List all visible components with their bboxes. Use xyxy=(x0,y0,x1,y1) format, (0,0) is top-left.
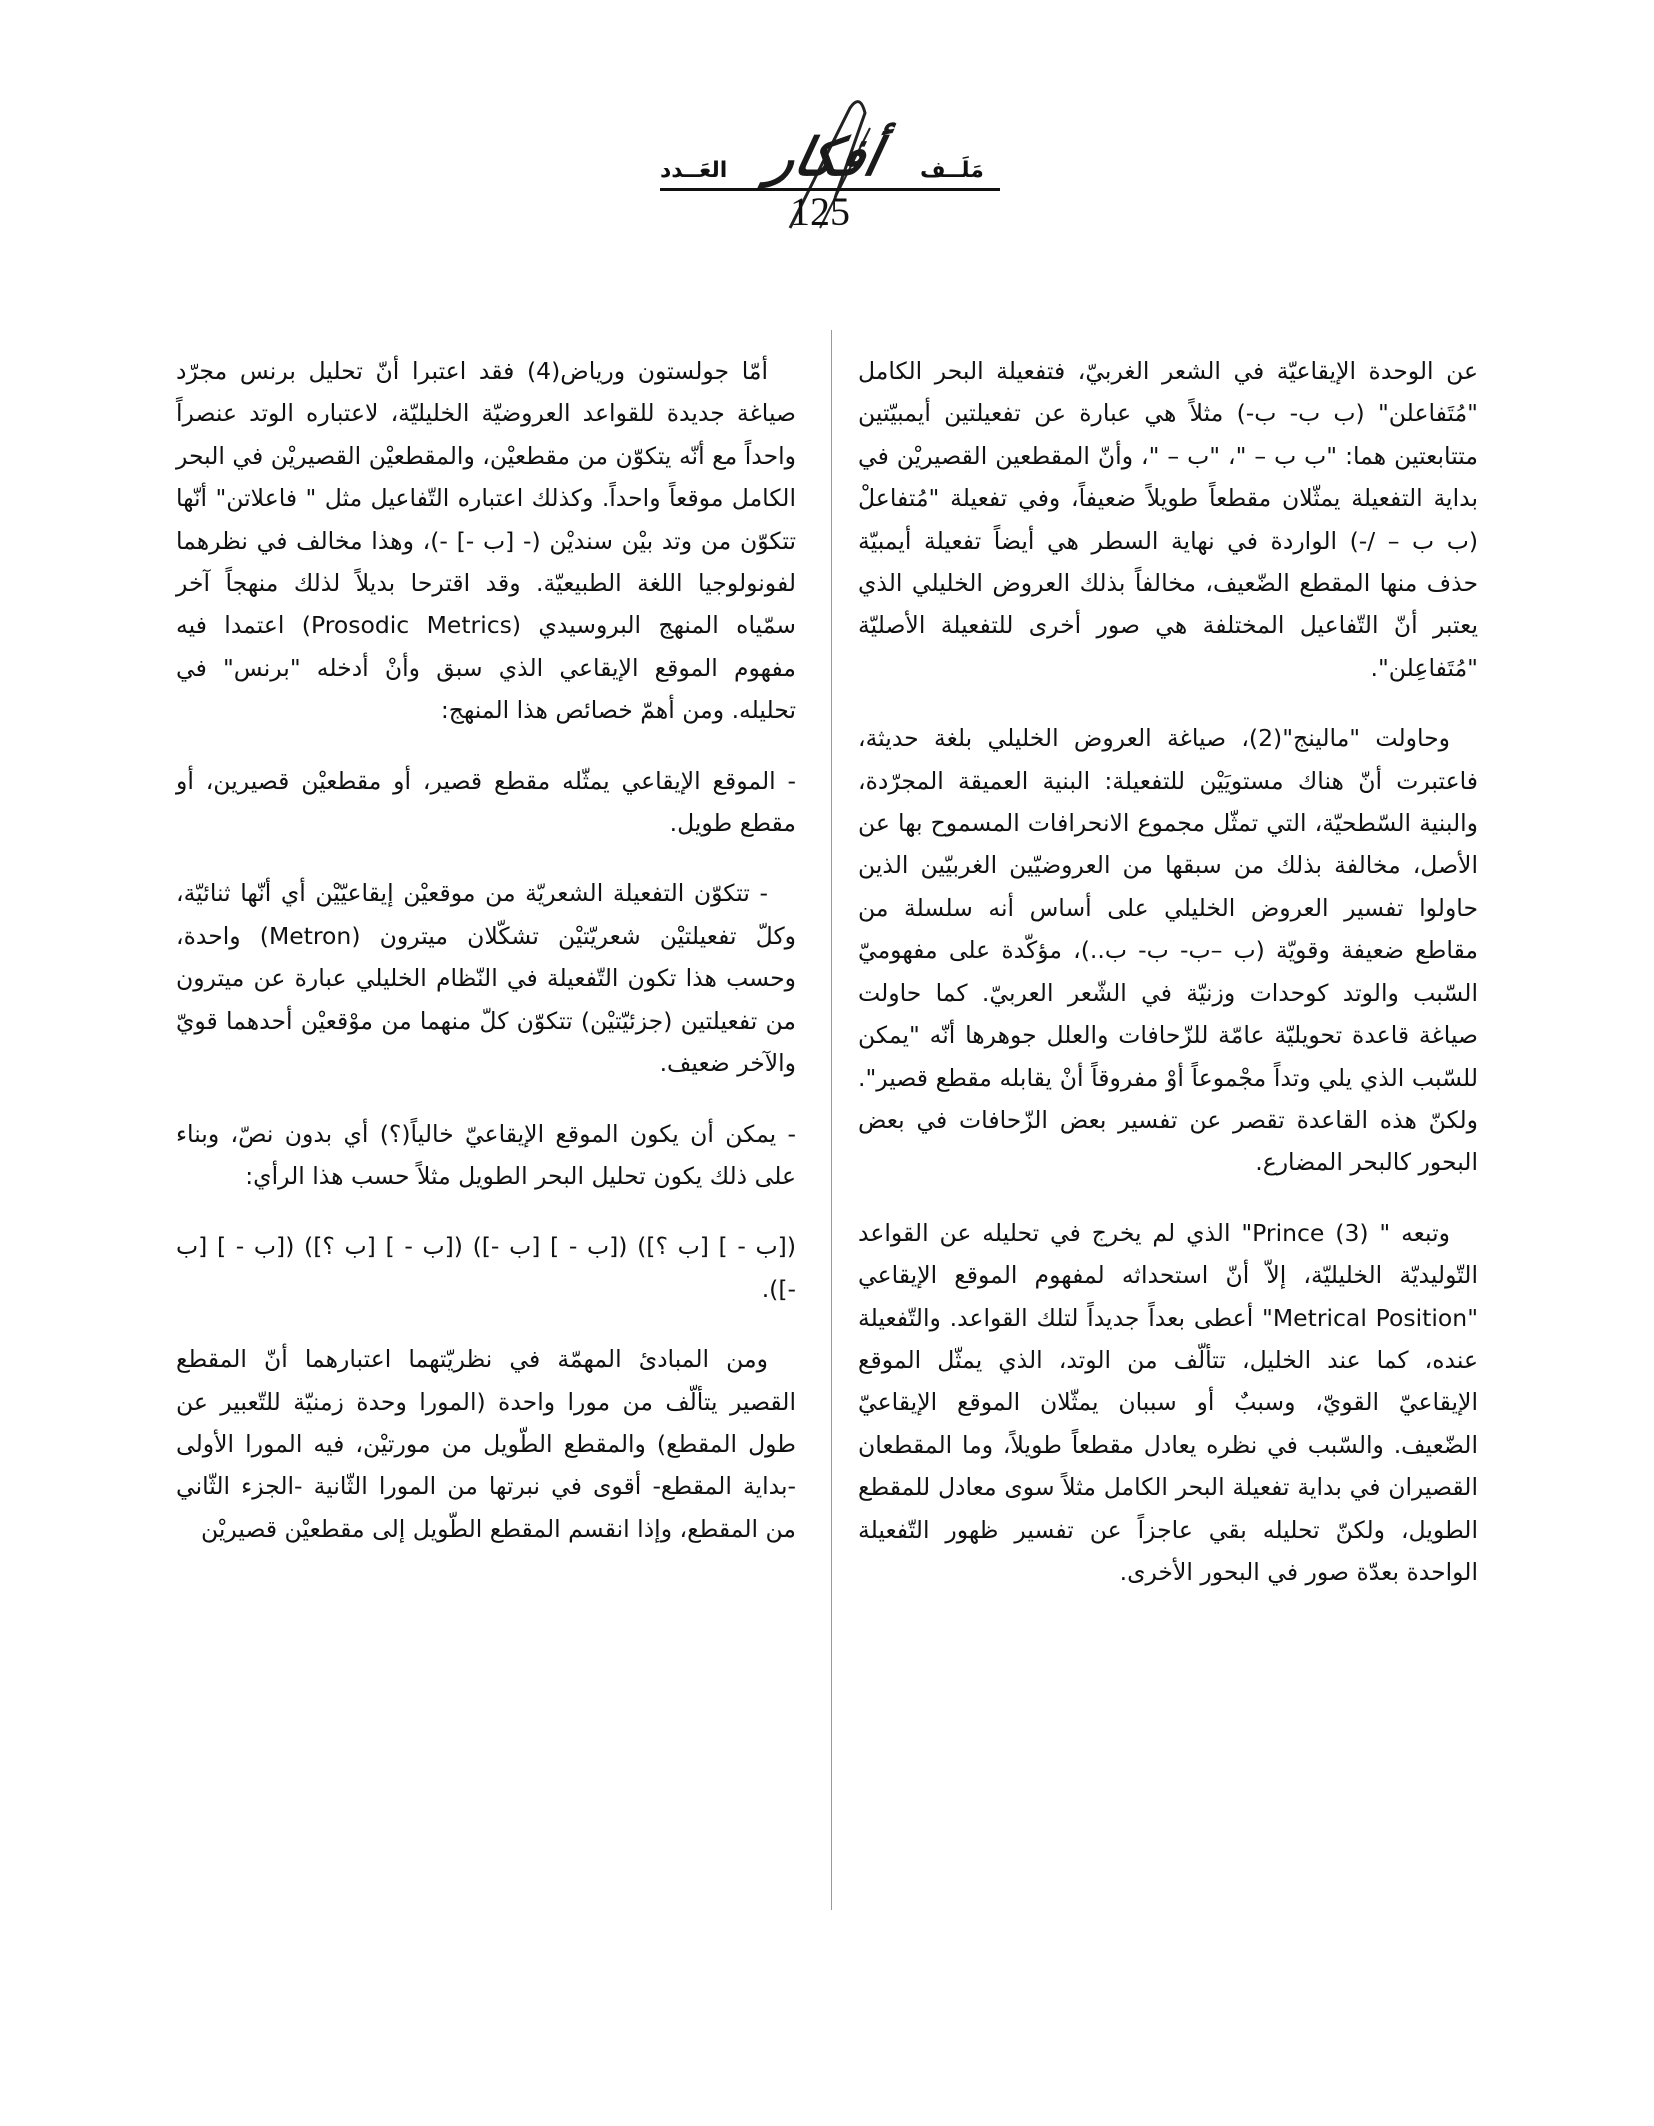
paragraph: أمّا جولستون ورياض(4) فقد اعتبرا أنّ تحليل برنس مجرّد صياغة جديدة للقواعد العروضيّة الخليليّة، لاعتباره الوتد عنصراً واحداً مع أنّه يتكوّن من مقطعيْن، والمقطعيْن القصيريْن في البحر الكامل موقعاً واحداً. وكذلك اعتباره التّفاعيل مثل " فاعلاتن" أنّها تتكوّن من وتد بيْن سنديْن (- [ب -] -)، وهذا مخالف في نظرهما لفونولوجيا اللغة الطبيعيّة. وقد اقترحا بديلاً لذلك منهجاً آخر سمّياه المنهج البروسيدي (Prosodic Metrics) اعتمدا فيه مفهوم الموقع الإيقاعي الذي سبق وأنْ أدخله "برنس" في تحليله. ومن أهمّ خصائص هذا المنهج: xyxy=(176,357,796,725)
paragraph: ومن المبادئ المهمّة في نظريّتهما اعتبارهما أنّ المقطع القصير يتألّف من مورا واحدة (المورا وحدة زمنيّة للتّعبير عن طول المقطع) والمقطع الطّويل من مورتيْن، فيه المورا الأولى -بداية المقطع- أقوى في نبرتها من المورا الثّانية -الجزء الثّاني من المقطع، وإذا انقسم المقطع الطّويل إلى مقطعيْن قصيريْن xyxy=(176,1345,796,1543)
page-number: 125 xyxy=(790,189,850,234)
list-item: - الموقع الإيقاعي يمثّله مقطع قصير، أو مقطعيْن قصيرين، أو مقطع طويل. xyxy=(176,766,796,838)
magazine-logo-text: أفكار xyxy=(763,128,886,188)
column-divider xyxy=(831,330,832,1910)
header-issue-label: العَــدد xyxy=(660,158,728,183)
left-column xyxy=(176,350,796,1578)
meter-formula: ([ب - ] [ب ؟]) ([ب - ] [ب -]) ([ب - ] [ب ؟]) ([ب - ] [ب -]). xyxy=(176,1232,796,1303)
list-item: - تتكوّن التفعيلة الشعريّة من موقعيْن إيقاعيّيْن أي أنّها ثنائيّة، وكلّ تفعيلتيْن شعريّتيْن تشكّلان ميترون (Metron) واحدة، وحسب هذا تكون التّفعيلة في النّظام الخليلي عبارة عن ميترون من تفعيلتين (جزئيّتيْن) تتكوّن كلّ منهما من موْقعيْن أحدهما قويّ والآخر ضعيف. xyxy=(176,879,796,1078)
paragraph: عن الوحدة الإيقاعيّة في الشعر الغربيّ، فتفعيلة البحر الكامل "مُتَفاعلن" (ب ب- ب-) مثلاً هي عبارة عن تفعيلتين أيمبيّتين متتابعتين هما: "ب ب – "، "ب – "، وأنّ المقطعين القصيريْن في بداية التفعيلة يمثّلان مقطعاً طويلاً ضعيفاً، وفي تفعيلة "مُتفاعلْ (ب ب – /-) الواردة في نهاية السطر هي أيضاً تفعيلة أيمبيّة حذف منها المقطع الضّعيف، مخالفاً بذلك العروض الخليلي الذي يعتبر أنّ التّفاعيل المختلفة هي صور أخرى للتفعيلة الأصليّة "مُتَفاعِلن". xyxy=(858,357,1478,682)
list-item: - يمكن أن يكون الموقع الإيقاعيّ خالياً(؟) أي بدون نصّ، وبناء على ذلك يكون تحليل البحر الطويل مثلاً حسب هذا الرأي: xyxy=(176,1119,796,1190)
header-section-label: مَلَــف xyxy=(920,158,984,183)
right-column xyxy=(858,350,1478,1621)
paragraph: وتبعه " (3) Prince" الذي لم يخرج في تحليله عن القواعد التّوليديّة الخليليّة، إلاّ أنّ استحداثه لمفهوم الموقع الإيقاعي "Metrical Position" أعطى بعداً جديداً لتلك القواعد. والتّفعيلة عنده، كما عند الخليل، تتألّف من الوتد، الذي يمثّل الموقع الإيقاعيّ القويّ، وسببٌ أو سببان يمثّلان الموقع الإيقاعيّ الضّعيف. والسّبب في نظره يعادل مقطعاً طويلاً، وما المقطعان القصيران في بداية تفعيلة البحر الكامل مثلاً سوى معادل للمقطع الطويل، ولكنّ تحليله بقي عاجزاً عن تفسير ظهور التّفعيلة الواحدة بعدّة صور في البحور الأخرى. xyxy=(858,1218,1478,1586)
paragraph: وحاولت "مالينج"(2)، صياغة العروض الخليلي بلغة حديثة، فاعتبرت أنّ هناك مستويَيْن للتفعيلة: البنية العميقة المجرّدة، والبنية السّطحيّة، التي تمثّل مجموع الانحرافات المسموح بها عن الأصل، مخالفة بذلك من سبقها من العروضيّين الغربيّين الذين حاولوا تفسير العروض الخليلي على أساس أنه سلسلة من مقاطع ضعيفة وقويّة (ب –ب- ب- ب..)، مؤكّدة على مفهوميّ السّبب والوتد كوحدات وزنيّة في الشّعر العربيّ. كما حاولت صياغة قاعدة تحويليّة عامّة للزّحافات والعلل جوهرها أنّه "يمكن للسّبب الذي يلي وتداً مجْموعاً أوْ مفروقاً أنْ يقابله مقطع قصير". ولكنّ هذه القاعدة تقصر عن تفسير بعض الزّحافات في بعض البحور كالبحر المضارع. xyxy=(858,724,1478,1177)
